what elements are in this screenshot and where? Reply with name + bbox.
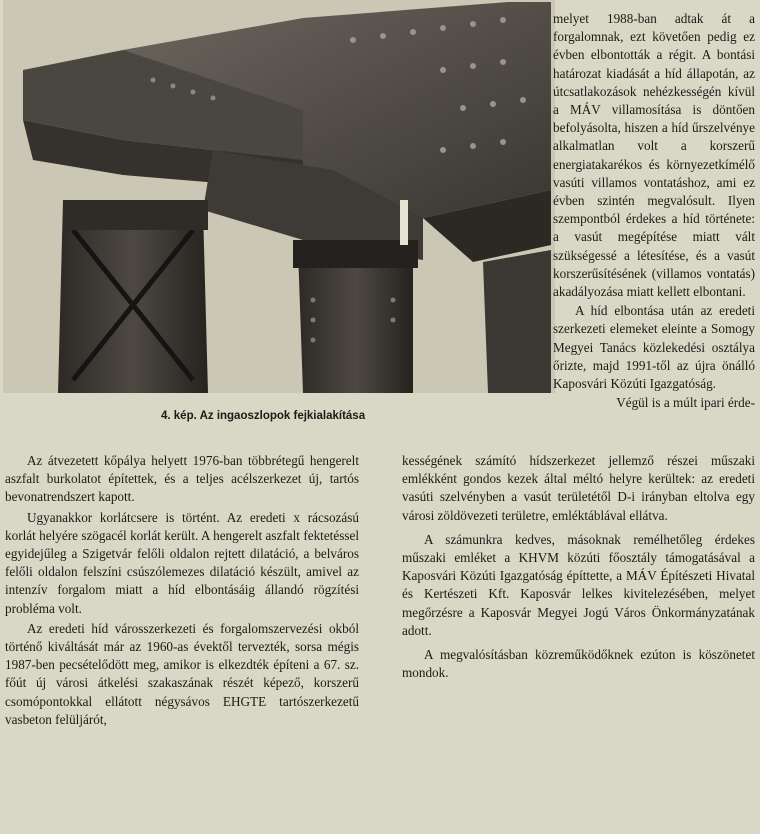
left-column <box>5 452 359 729</box>
paragraph: melyet 1988-ban adtak át a forgalomnak, ezt követően pedig ez évben elbontották a régit. A bontási határozat kiadását a híd állapotán, az útcsatlakozások nehézkességén kívül a MÁV villamosítása is döntően befolyásolta, hiszen a híd űrszelvénye alkalmatlan volt a korszerű energiatakarékos és környezetkímélő vasúti villamos vontatáshoz, ami ez évben szintén megvalósult. Ilyen szempontból érdekes a híd története: a vasút megépítése miatt vált szükségessé a létesítése, és a vasút korszerűsítésének (villamos vontatás) akadályozása miatt kellett elbontani. <box>553 11 755 300</box>
figure-photo <box>3 0 555 393</box>
paragraph: Végül is a múlt ipari érde- <box>616 395 755 411</box>
paragraph: Az átvezetett kőpálya helyett 1976-ban többrétegű hengerelt aszfalt burkolatot építettek, és a teljes acélszerkezet új, tartós bevonatrendszert kapott. <box>5 453 359 505</box>
paragraph: A megvalósításban közreműködőknek ezúton is köszönetet mondok. <box>402 647 755 681</box>
paragraph: kességének számító hídszerkezet jellemző részei műszaki emlékként gondos kezek által méltó helyre kerültek: az eredeti vasúti szelvényben a vasút területétől D-i irányban eltolva egy városi zöldövezeti területre, emléktáblával ellátva. <box>402 453 755 523</box>
paragraph: Ugyanakkor korlátcsere is történt. Az eredeti x rácsozású korlát helyére szögacél korlát került. A hengerelt aszfalt fektetéssel egyidejűleg a Szigetvár felőli oldalon rejtett dilatáció, a belváros felőli oldalon felszíni csúszólemezes dilatáció készült, amivel az intenzív forgalom miatt a híd elbontásáig állandó rögzítési probléma volt. <box>5 509 359 616</box>
paragraph: A számunkra kedves, másoknak remélhetőleg érdekes műszaki emléket a KHVM közúti főosztály támogatásával a Kaposvári Közúti Igazgatóság építtette, a MÁV Építészeti Hivatal és Kertészeti Kft. Kaposvár lelkes kivitelezésében, melyet megőrzésre a Kaposvár Megyei Jogú Város Önkormányzatának adott. <box>402 531 755 638</box>
paragraph: Az eredeti híd városszerkezeti és forgalomszervezési okból történő kiváltását már az 1960-as évektől tervezték, sorsa mégis 1987-ben pecsételődött meg, amikor is elkezdték építeni a 67. sz. főút új városi átkelési szakaszának részét képező, korszerű csomópontokkal ellátott négysávos EHGTE tartószerkezetű vasbeton felüljárót, <box>5 620 359 727</box>
paragraph: A híd elbontása után az eredeti szerkezeti elemeket eleinte a Somogy Megyei Tanács közlekedési osztálya őrizte, majd 1991-től az újra önálló Kaposvári Közúti Igazgatóság. <box>553 303 755 392</box>
right-column-bottom <box>402 452 755 682</box>
right-column-top <box>553 10 755 412</box>
steel-bridge-pillar-photo-icon <box>3 0 555 393</box>
figure-caption: 4. kép. Az ingaoszlopok fejkialakítása <box>161 410 366 422</box>
